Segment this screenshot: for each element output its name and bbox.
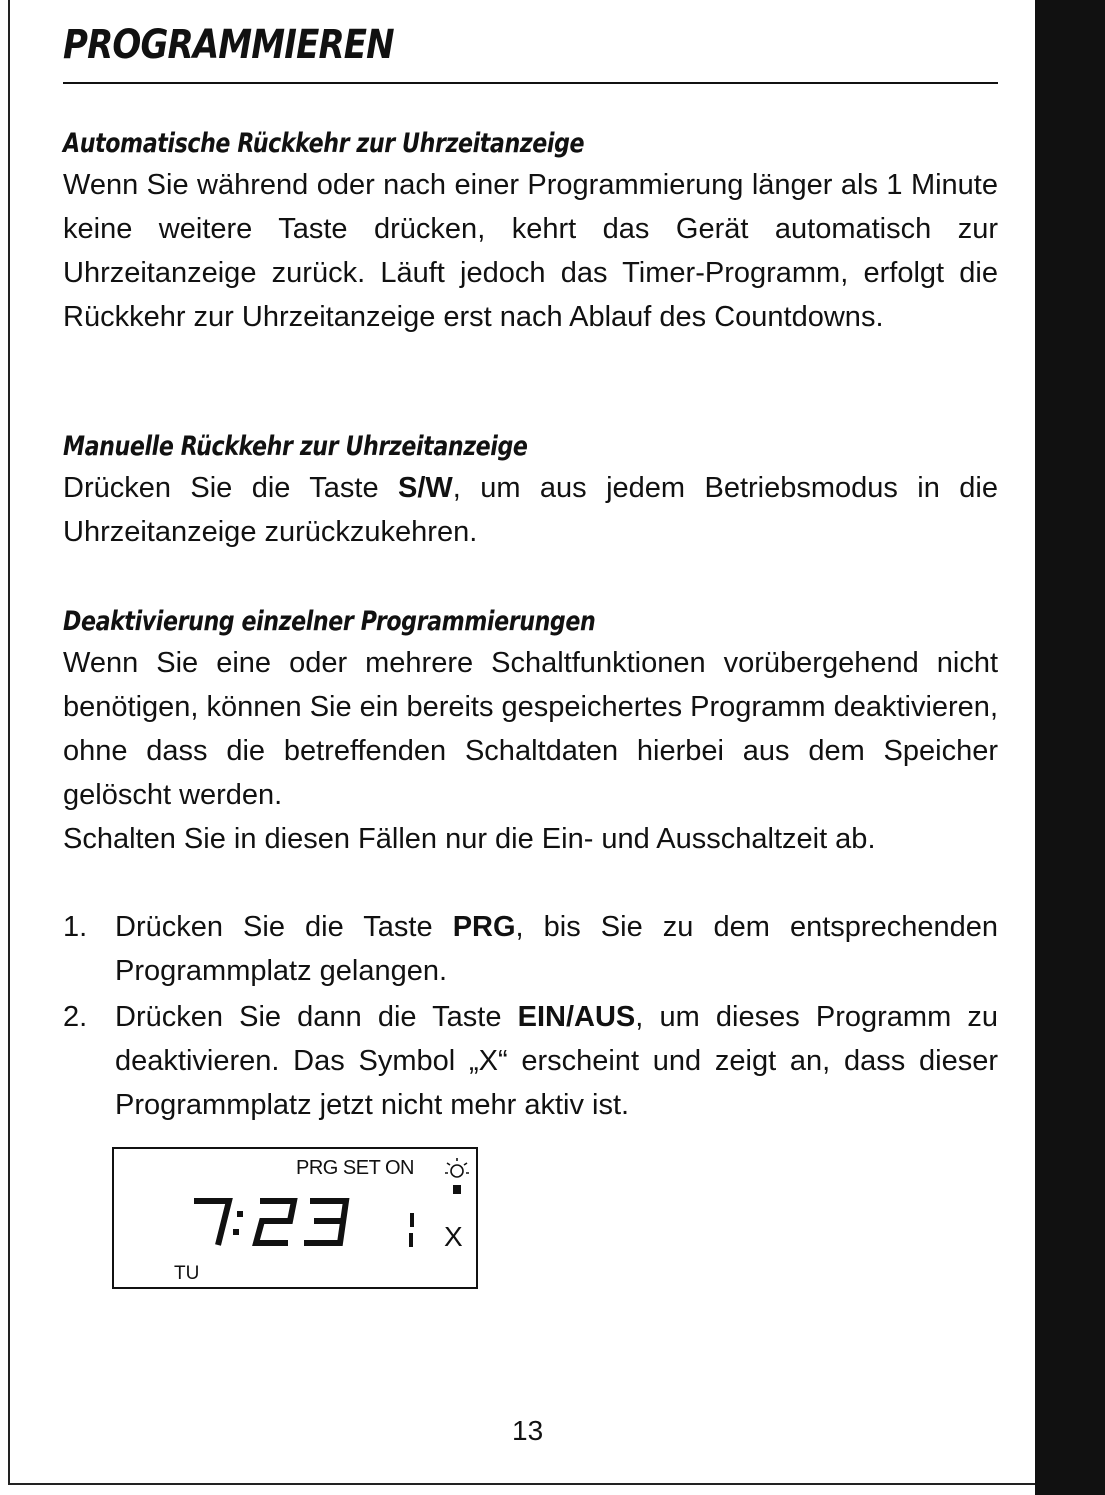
lcd-display-illustration — [112, 1147, 478, 1289]
section-heading: Automatische Rückkehr zur Uhrzeitanzeige — [63, 128, 585, 159]
lcd-segments — [114, 1149, 480, 1291]
lcd-digit-2 — [256, 1201, 294, 1243]
page-title: PROGRAMMIEREN — [63, 22, 394, 68]
left-margin-rule — [8, 0, 10, 1483]
section-heading: Deaktivierung einzelner Programmierungen — [63, 606, 596, 637]
light-bulb-icon — [445, 1158, 469, 1194]
title-underline — [63, 82, 998, 84]
step-list — [63, 905, 998, 1129]
step-number: 2. — [63, 1001, 88, 1033]
section-deactivation — [63, 603, 998, 861]
lcd-colon — [233, 1211, 243, 1235]
key-name-sw: S/W — [398, 472, 453, 504]
right-scan-edge — [1035, 0, 1105, 1495]
lcd-status-flags: PRG SET ON — [296, 1157, 414, 1179]
step-text-before: Drücken Sie dann die Taste — [115, 1001, 518, 1033]
text-before-key: Drücken Sie die Taste — [63, 472, 398, 504]
list-item — [63, 905, 998, 993]
step-text-after: , bis Sie zu dem entsprechenden Programmplatz gelangen. — [115, 911, 998, 987]
step-text-after: , um dieses Programm zu deaktivieren. Das Symbol „X“ erscheint und zeigt an, dass dieser Programmplatz jetzt nicht mehr aktiv ist. — [115, 1001, 998, 1121]
lcd-program-slot — [411, 1213, 412, 1247]
step-number: 1. — [63, 911, 88, 943]
lcd-day-indicator: TU — [174, 1263, 200, 1284]
text-after-key: , um aus jedem Betriebsmodus in die Uhrzeitanzeige zurückzukehren. — [63, 472, 998, 548]
section-text: Wenn Sie während oder nach einer Programmierung länger als 1 Minute keine weitere Taste drücken, kehrt das Gerät automatisch zur Uhrzeitanzeige zurück. Läuft jedoch das Timer-Programm, erfolgt die Rückkehr zur Uhrzeitanzeige erst nach Ablauf des Countdowns. — [63, 169, 998, 333]
lcd-digit-7 — [194, 1201, 229, 1245]
section-text-2: Schalten Sie in diesen Fällen nur die Ein- und Ausschaltzeit ab. — [63, 823, 876, 855]
section-text — [63, 466, 998, 554]
section-heading: Manuelle Rückkehr zur Uhrzeitanzeige — [63, 431, 528, 462]
step-text-before: Drücken Sie die Taste — [115, 911, 453, 943]
section-text: Wenn Sie eine oder mehrere Schaltfunktionen vorübergehend nicht benötigen, können Sie ein bereits gespeichertes Programm deaktivieren, ohne dass die betreffenden Schaltdaten hierbei aus dem Speicher gelöscht werden. — [63, 647, 998, 811]
section-auto-return — [63, 125, 998, 339]
bottom-margin-rule — [8, 1483, 1035, 1485]
lcd-digit-3 — [304, 1201, 346, 1243]
lcd-time-value: 7:23 — [114, 1149, 116, 1150]
key-name-prg: PRG — [452, 911, 516, 943]
key-name-ein-aus: EIN/AUS — [517, 1001, 636, 1033]
section-manual-return — [63, 428, 998, 554]
page-number: 13 — [512, 1415, 544, 1446]
lcd-inactive-x: X — [444, 1221, 463, 1252]
list-item — [63, 995, 998, 1127]
